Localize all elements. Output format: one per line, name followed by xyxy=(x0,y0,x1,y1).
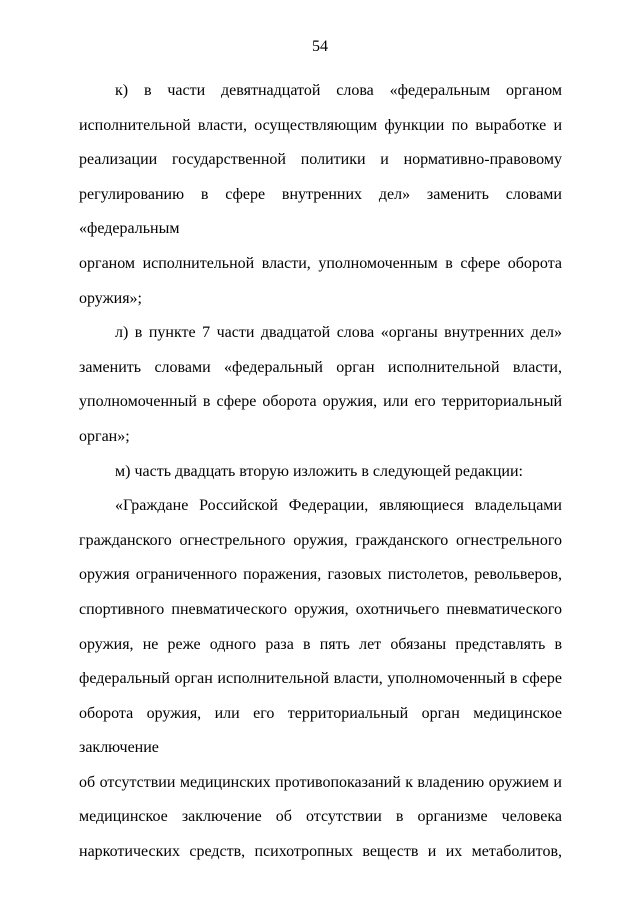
text-line: реализации государственной политики и нормативно-правовому xyxy=(79,151,562,169)
text-line: об отсутствии медицинских противопоказаний к владению оружием и xyxy=(79,773,562,791)
text-line: оружия»; xyxy=(79,289,142,307)
text-line: регулированию в сфере внутренних дел» заменить словами «федеральным xyxy=(79,185,562,238)
paragraph-k xyxy=(79,74,562,316)
text-line: орган»; xyxy=(79,427,130,445)
paragraph-l xyxy=(79,316,562,454)
text-line: наркотических средств, психотропных веществ и их метаболитов, xyxy=(79,843,562,861)
text-line: м) часть двадцать вторую изложить в следующей редакции: xyxy=(115,462,523,480)
text-line: уполномоченный в сфере оборота оружия, или его территориальный xyxy=(79,393,562,411)
text-line: исполнительной власти, осуществляющим функции по выработке и xyxy=(79,116,562,134)
document-body xyxy=(79,74,562,870)
text-line: гражданского огнестрельного оружия, гражданского огнестрельного xyxy=(79,531,562,549)
text-line: к) в части девятнадцатой слова «федеральным органом xyxy=(115,82,562,99)
text-line: л) в пункте 7 части двадцатой слова «органы внутренних дел» xyxy=(115,324,562,342)
page-number: 54 xyxy=(312,38,328,55)
text-line: спортивного пневматического оружия, охотничьего пневматического xyxy=(79,600,562,618)
text-line: медицинское заключение об отсутствии в организме человека xyxy=(79,808,562,826)
text-line: оборота оружия, или его территориальный орган медицинское заключение xyxy=(79,704,562,757)
text-line: федеральный орган исполнительной власти, уполномоченный в сфере xyxy=(79,670,562,688)
text-line: органом исполнительной власти, уполномоченным в сфере оборота xyxy=(79,254,562,272)
text-line: заменить словами «федеральный орган исполнительной власти, xyxy=(79,358,562,376)
text-line: «Граждане Российской Федерации, являющиеся владельцами xyxy=(115,497,562,515)
text-line: оружия ограниченного поражения, газовых пистолетов, револьверов, xyxy=(79,566,562,584)
paragraph-m xyxy=(79,455,562,490)
text-line: оружия, не реже одного раза в пять лет обязаны представлять в xyxy=(79,635,562,653)
paragraph-quote xyxy=(79,489,562,870)
